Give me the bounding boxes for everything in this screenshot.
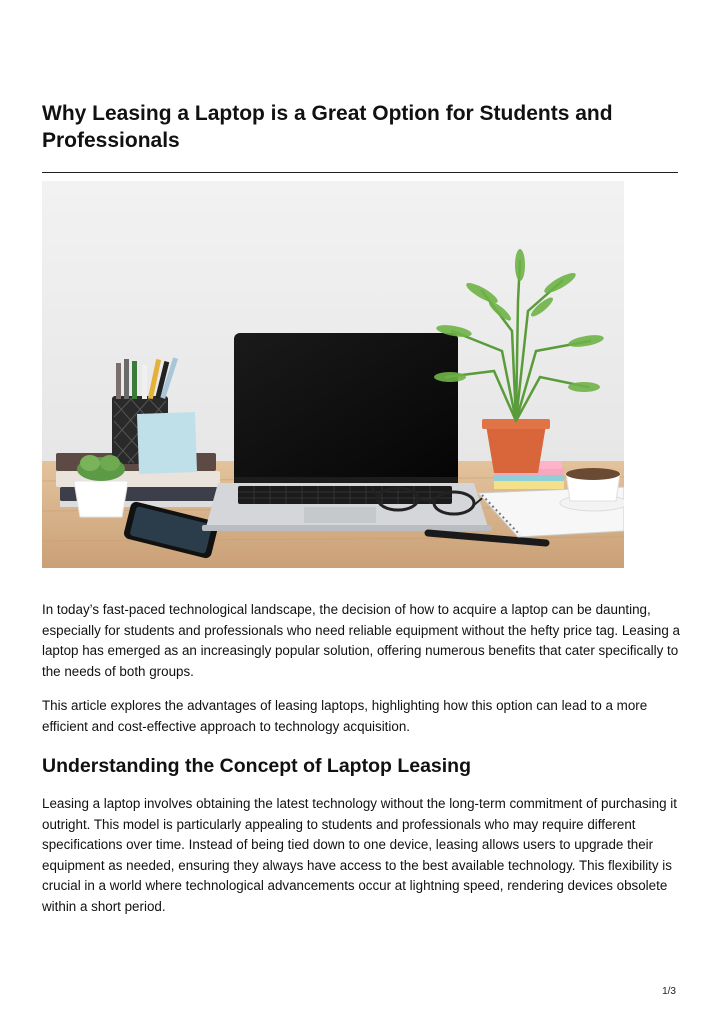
title-divider [42,172,678,173]
hero-image-laptop-desk [42,181,624,568]
section-body: Leasing a laptop involves obtaining the latest technology without the long-term commitment of purchasing it outright. This model is particularly appealing to students and professionals who may require different specifications over time. Instead of being tied down to one device, leasing allows users to upgrade their equipment as needed, ensuring they always have access to the best available technology. This flexibility is crucial in a world where technological advancements occur at lightning speed, rendering devices obsolete within a short period. [42,796,677,914]
section-heading: Understanding the Concept of Laptop Leasing [42,755,471,777]
page-number: 1/3 [662,986,676,997]
article-title: Why Leasing a Laptop is a Great Option for Students and Professionals [42,102,613,152]
summary-paragraph: This article explores the advantages of leasing laptops, highlighting how this option can lead to a more efficient and cost-effective approach to technology acquisition. [42,698,648,734]
intro-paragraph: In today’s fast-paced technological landscape, the decision of how to acquire a laptop can be daunting, especially for students and professionals who need reliable equipment without the hefty price tag. Leasing a laptop has emerged as an increasingly popular solution, offering numerous benefits that cater specifically to the needs of both groups. [42,602,680,679]
